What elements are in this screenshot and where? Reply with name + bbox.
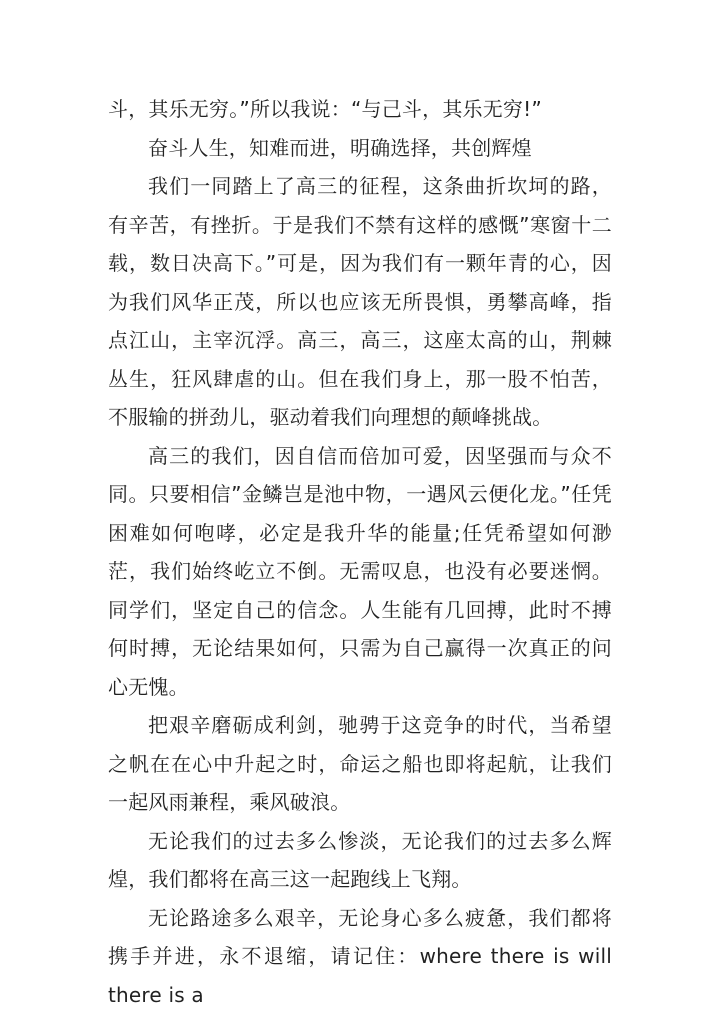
document-body <box>108 90 612 1014</box>
paragraph-6: 无论我们的过去多么惨淡，无论我们的过去多么辉煌，我们都将在高三这一起跑线上飞翔。 <box>108 828 612 891</box>
paragraph-3: 我们一同踏上了高三的征程，这条曲折坎坷的路，有辛苦，有挫折。于是我们不禁有这样的感慨”寒窗十二载，数日决高下。”可是，因为我们有一颗年青的心，因为我们风华正茂，所以也应该无所畏惧，勇攀高峰，指点江山，主宰沉浮。高三，高三，这座太高的山，荆棘丛生，狂风肆虐的山。但在我们身上，那一股不怕苦，不服输的拼劲儿，驱动着我们向理想的颠峰挑战。 <box>108 174 612 429</box>
paragraph-4: 高三的我们，因自信而倍加可爱，因坚强而与众不同。只要相信”金鳞岂是池中物，一遇风云便化龙。”任凭困难如何咆哮，必定是我升华的能量;任凭希望如何渺茫，我们始终屹立不倒。无需叹息，也没有必要迷惘。同学们，坚定自己的信念。人生能有几回搏，此时不搏何时搏，无论结果如何，只需为自己赢得一次真正的问心无愧。 <box>108 443 612 699</box>
paragraph-1: 斗，其乐无穷。”所以我说：“与己斗，其乐无穷!” <box>108 97 542 121</box>
paragraph-7: 无论路途多么艰辛，无论身心多么疲惫，我们都将携手并进，永不退缩，请记住：where there is will there is a <box>108 905 612 1007</box>
paragraph-2-heading: 奋斗人生，知难而进，明确选择，共创辉煌 <box>148 135 532 160</box>
paragraph-5: 把艰辛磨砺成利剑，驰骋于这竞争的时代，当希望之帆在在心中升起之时，命运之船也即将起航，让我们一起风雨兼程，乘风破浪。 <box>108 713 612 814</box>
